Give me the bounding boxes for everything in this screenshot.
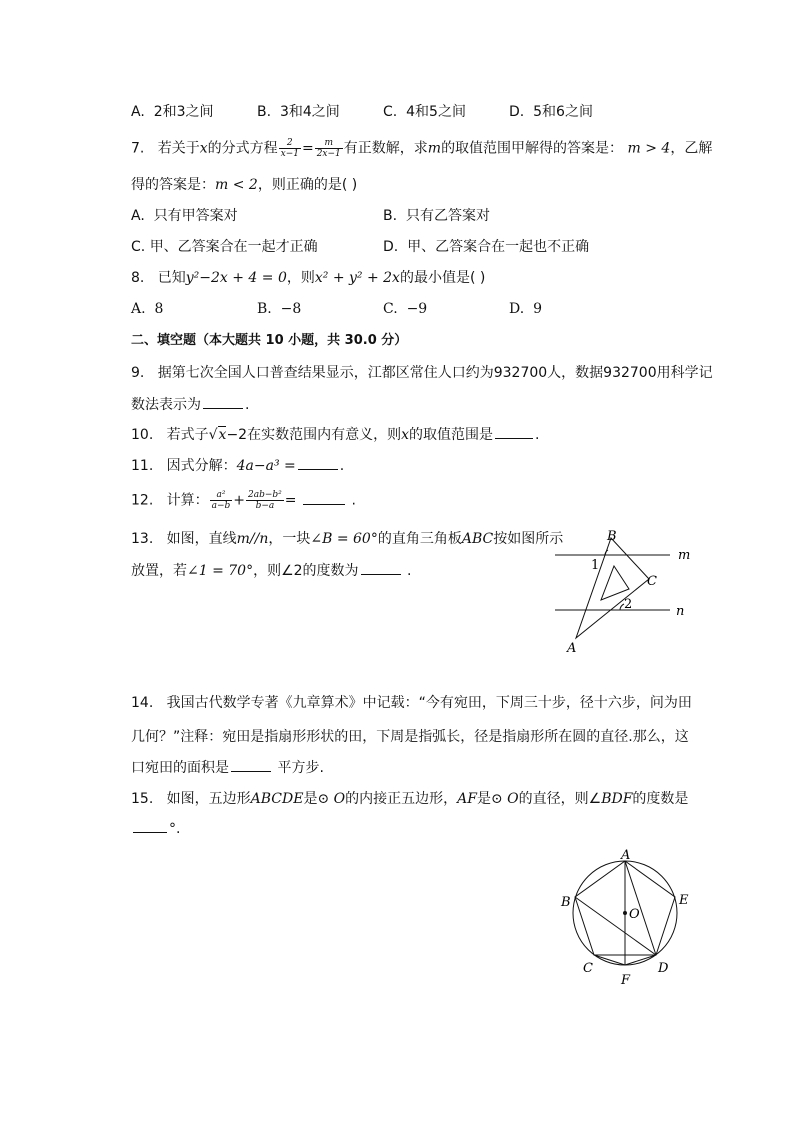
segment-cf — [594, 955, 625, 965]
answer-blank — [361, 573, 401, 575]
segment-bd — [575, 897, 656, 955]
label-O: O — [629, 907, 640, 922]
answer-blank — [495, 437, 533, 439]
answer-blank — [303, 503, 345, 505]
question-9-line-2: 数法表示为 . — [131, 397, 250, 413]
q8-option-c: C. −9 — [383, 301, 428, 317]
label-A: A — [621, 848, 631, 863]
center-point — [623, 911, 627, 915]
segment-df — [625, 955, 656, 965]
q8-option-a: A. 8 — [131, 301, 164, 317]
question-9-line-1: 9. 据第七次全国人口普查结果显示，江都区常住人口约为932700人，数据932700用科学记 — [131, 365, 713, 381]
label-B: B — [561, 895, 571, 910]
triangle-parallel-lines-figure — [550, 524, 700, 659]
q6-option-d: D. 5和6之间 — [509, 104, 593, 120]
pentagon-circle-figure — [555, 848, 700, 993]
q7-option-d: D. 甲、乙答案合在一起也不正确 — [383, 239, 590, 255]
question-7-line-2: 得的答案是：m < 2，则正确的是( ) — [131, 177, 358, 193]
answer-blank — [133, 831, 167, 833]
triangle-outer — [576, 538, 649, 638]
question-13-line-1: 13. 如图，直线m//n，一块∠B = 60°的直角三角板ABC按如图所示 — [131, 531, 564, 547]
label-2: 2 — [624, 597, 633, 612]
question-15-line-1: 15. 如图，五边形ABCDE是⊙ O的内接正五边形，AF是⊙ O的直径，则∠BDF的度数是 — [131, 791, 689, 807]
label-E: E — [679, 893, 689, 908]
q6-option-b: B. 3和4之间 — [257, 104, 340, 120]
label-1: 1 — [591, 558, 600, 573]
q6-option-c: C. 4和5之间 — [383, 104, 466, 120]
answer-blank — [203, 407, 243, 409]
question-13-line-2: 放置，若∠1 = 70°，则∠2的度数为 . — [131, 563, 412, 579]
label-n: n — [676, 604, 685, 619]
triangle-inner — [601, 566, 629, 600]
answer-blank — [298, 468, 338, 470]
section-2-title: 二、填空题（本大题共 10 小题，共 30.0 分） — [131, 333, 408, 348]
label-C: C — [583, 961, 593, 976]
q8-option-d: D. 9 — [509, 301, 543, 317]
question-8: 8. 已知y²−2x + 4 = 0，则x² + y² + 2x的最小值是( ) — [131, 270, 486, 286]
question-11: 11. 因式分解：4a−a³ = . — [131, 458, 345, 474]
angle-1-arc — [605, 550, 608, 555]
q6-option-a: A. 2和3之间 — [131, 104, 214, 120]
label-B: B — [607, 529, 617, 544]
label-A: A — [567, 641, 577, 656]
question-15-line-2: °. — [131, 819, 180, 839]
q7-option-a: A. 只有甲答案对 — [131, 208, 238, 224]
question-10: 10. 若式子√x−2在实数范围内有意义，则x的取值范围是 . — [131, 427, 540, 443]
label-D: D — [658, 961, 669, 976]
answer-blank — [231, 770, 271, 772]
label-m: m — [678, 548, 691, 563]
q8-option-b: B. −8 — [257, 301, 302, 317]
q7-option-b: B. 只有乙答案对 — [383, 208, 490, 224]
label-C: C — [647, 574, 657, 589]
question-14-line-1: 14. 我国古代数学专著《九章算术》中记载：“今有宛田，下周三十步，径十六步，问为田 — [131, 695, 692, 711]
label-F: F — [621, 973, 631, 988]
question-7-line-1: 7. 若关于x的分式方程 $\frac{2}{x-1}$ = $\frac{m}{2x-1}$ 有正数解，求m的取值范围甲解得的答案是： m > 4，乙解 — [131, 138, 713, 159]
q7-option-c: C. 甲、乙答案合在一起才正确 — [131, 239, 318, 255]
question-12: 12. 计算： $\frac{\text{a²}}{a-b}$ + $\frac{\text{2ab−b²}}{b-a}$ = . — [131, 490, 356, 511]
question-14-line-3: 口宛田的面积是 平方步. — [131, 760, 324, 776]
question-14-line-2: 几何？”注释：宛田是指扇形形状的田，下周是指弧长，径是指扇形所在圆的直径.那么，这 — [131, 729, 689, 745]
